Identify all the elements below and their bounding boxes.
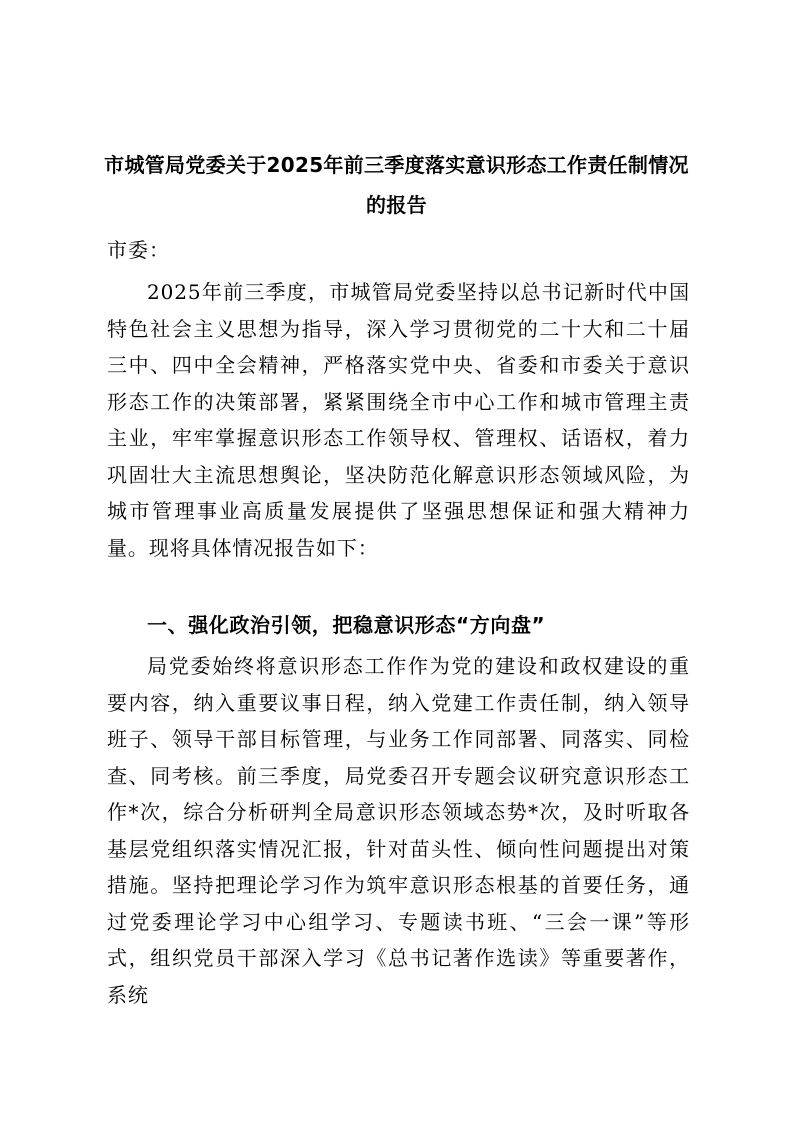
salutation: 市委： (107, 238, 170, 262)
report-title: 市城管局党委关于2025年前三季度落实意识形态工作责任制情况的报告 (104, 153, 689, 217)
intro-paragraph: 2025年前三季度，市城管局党委坚持以总书记新时代中国特色社会主义思想为指导，深入学习贯彻党的二十大和二十届三中、四中全会精神，严格落实党中央、省委和市委关于意识形态工作的决策部署，紧紧围绕全市中心工作和城市管理主责主业，牢牢掌握意识形态工作领导权、管理权、话语权，着力巩固壮大主流思想舆论，坚决防范化解意识形态领域风险，为城市管理事业高质量发展提供了坚强思想保证和强大精神力量。现将具体情况报告如下： (107, 280, 690, 560)
section-1-heading: 一、强化政治引领，把稳意识形态“方向盘” (147, 613, 546, 637)
section-1-paragraph: 局党委始终将意识形态工作作为党的建设和政权建设的重要内容，纳入重要议事日程，纳入党建工作责任制，纳入领导班子、领导干部目标管理，与业务工作同部署、同落实、同检查、同考核。前三季度，局党委召开专题会议研究意识形态工作*次，综合分析研判全局意识形态领域态势*次，及时听取各基层党组织落实情况汇报，针对苗头性、倾向性问题提出对策措施。坚持把理论学习作为筑牢意识形态根基的首要任务，通过党委理论学习中心组学习、专题读书班、“三会一课”等形式，组织党员干部深入学习《总书记著作选读》等重要著作，系统 (107, 654, 690, 1007)
